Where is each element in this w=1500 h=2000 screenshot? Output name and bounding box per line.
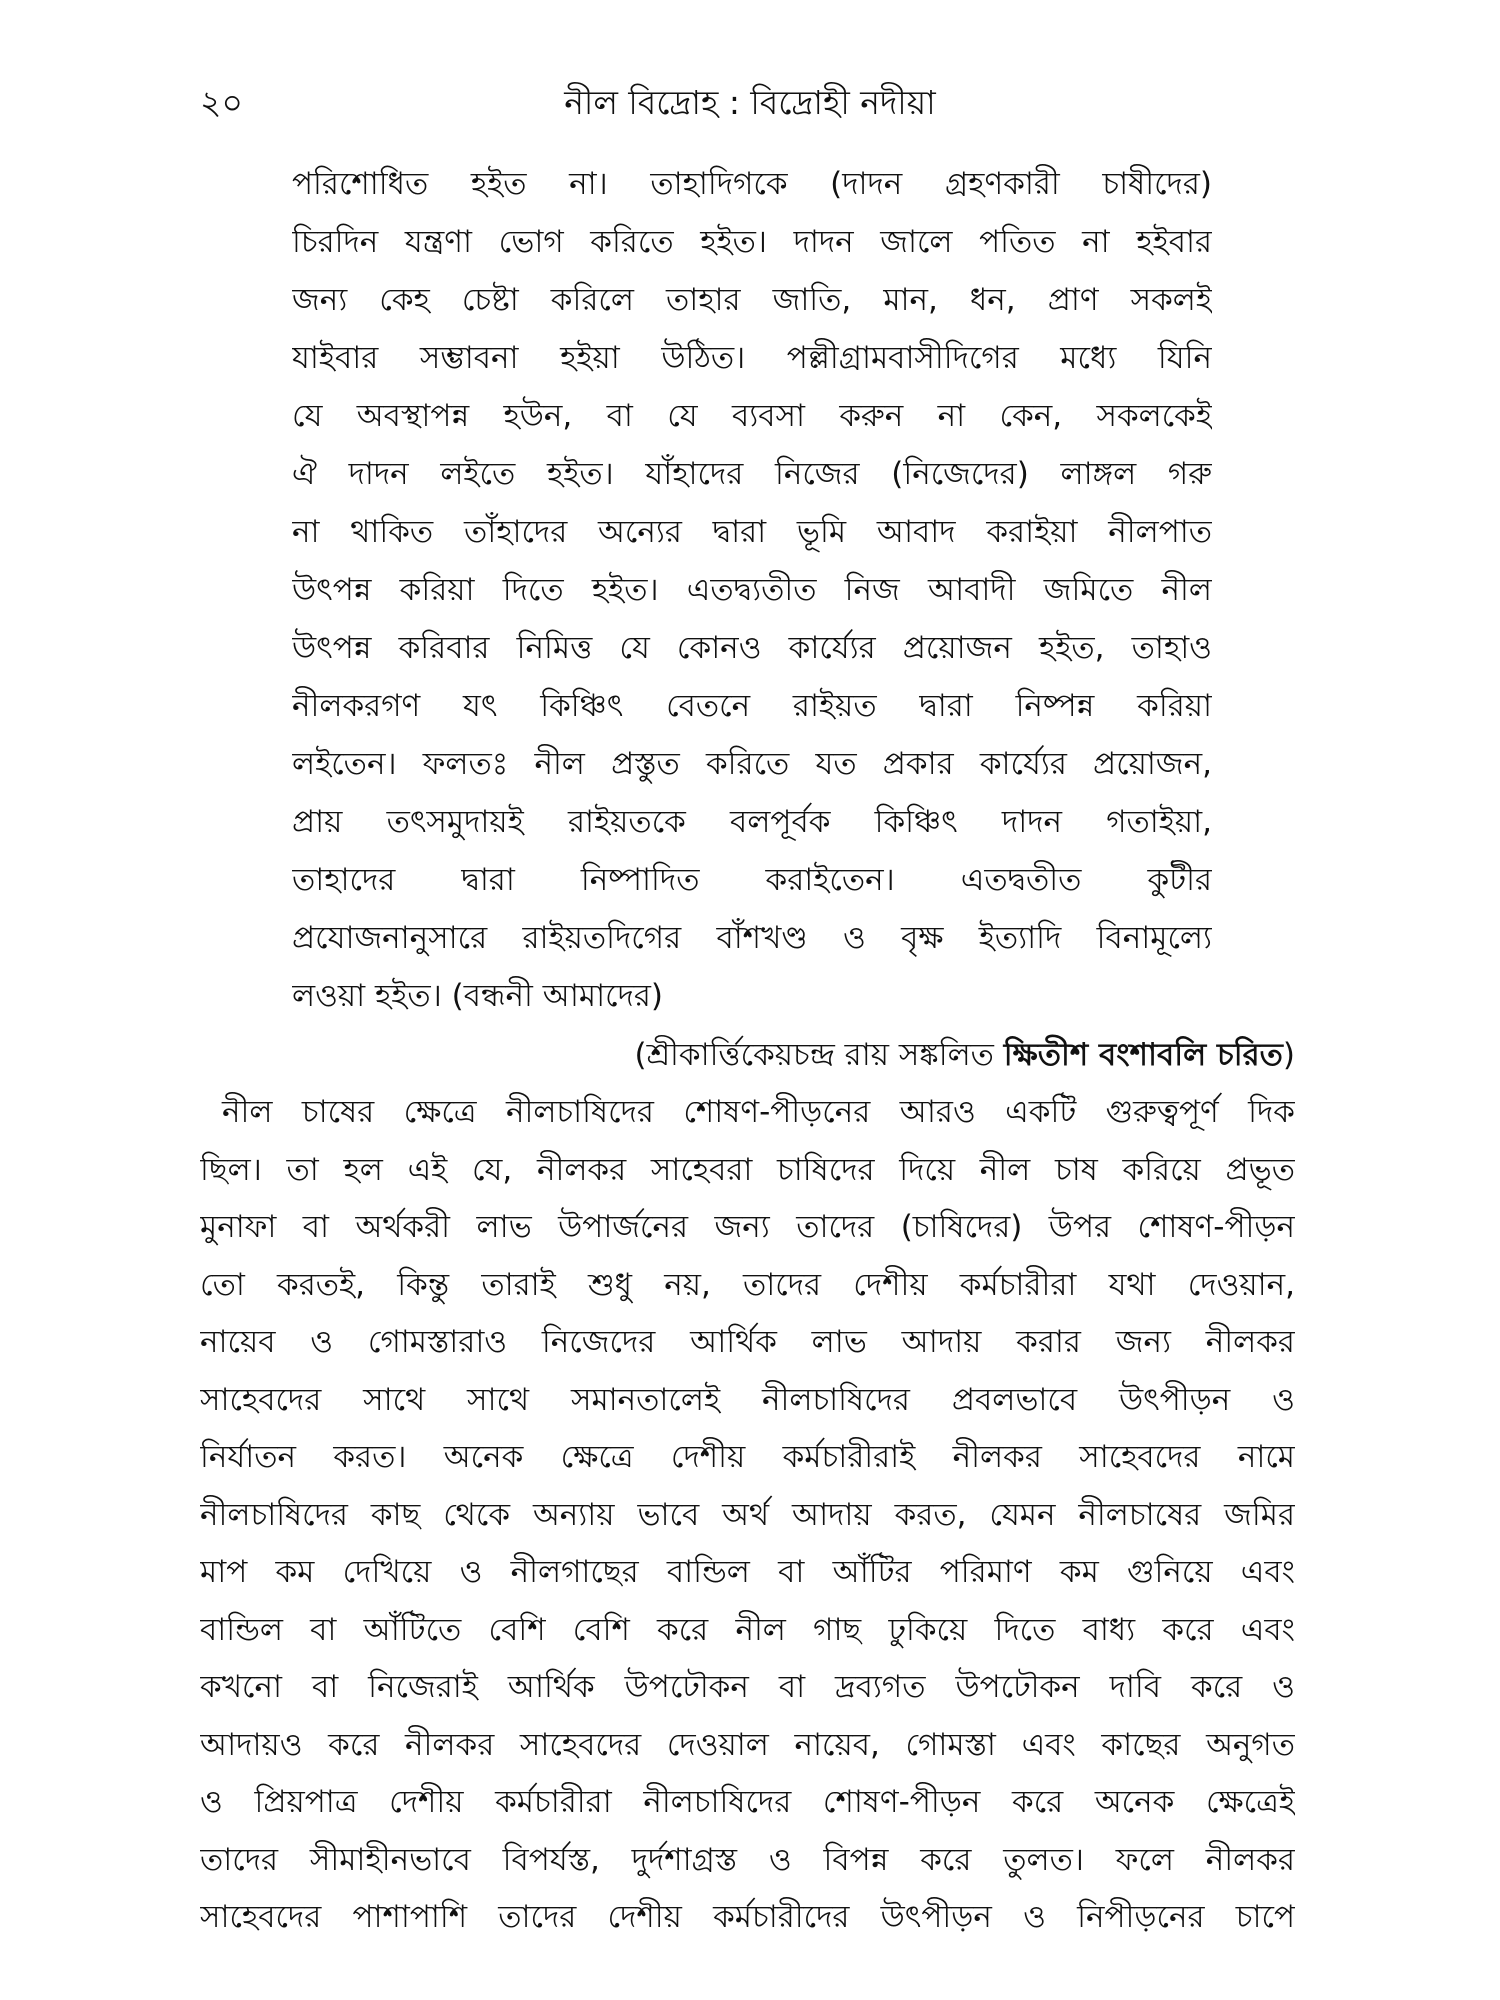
block-quote bbox=[292, 155, 1212, 1025]
paragraph-line: ও প্রিয়পাত্র দেশীয় কর্মচারীরা নীলচাষিদের শোষণ-পীড়ন করে অনেক ক্ষেত্রেই bbox=[200, 1784, 1295, 1820]
paragraph-line: নির্যাতন করত। অনেক ক্ষেত্রে দেশীয় কর্মচারীরাই নীলকর সাহেবদের নামে bbox=[200, 1439, 1295, 1475]
paragraph-line: কখনো বা নিজেরাই আর্থিক উপঢৌকন বা দ্রব্যগত উপঢৌকন দাবি করে ও bbox=[200, 1669, 1295, 1705]
quote-line: তাহাদের দ্বারা নিষ্পাদিত করাইতেন। এতদ্বতীত কুটীর bbox=[292, 862, 1212, 898]
quote-line: উৎপন্ন করিবার নিমিত্ত যে কোনও কার্য্যের প্রয়োজন হইত, তাহাও bbox=[292, 630, 1212, 666]
quote-line: ঐ দাদন লইতে হইত। যাঁহাদের নিজের (নিজেদের) লাঙ্গল গরু bbox=[292, 456, 1212, 492]
paragraph-line: নীল চাষের ক্ষেত্রে নীলচাষিদের শোষণ-পীড়নের আরও একটি গুরুত্বপূর্ণ দিক bbox=[222, 1094, 1295, 1130]
paragraph-line: নায়েব ও গোমস্তারাও নিজেদের আর্থিক লাভ আদায় করার জন্য নীলকর bbox=[200, 1324, 1295, 1360]
quote-line: পরিশোধিত হইত না। তাহাদিগকে (দাদন গ্রহণকারী চাষীদের) bbox=[292, 166, 1212, 202]
paragraph-line: মুনাফা বা অর্থকরী লাভ উপার্জনের জন্য তাদের (চাষিদের) উপর শোষণ-পীড়ন bbox=[200, 1209, 1295, 1245]
page-header bbox=[200, 78, 1300, 128]
quote-line: লইতেন। ফলতঃ নীল প্রস্তুত করিতে যত প্রকার কার্য্যের প্রয়োজন, bbox=[292, 746, 1212, 782]
paragraph-line: মাপ কম দেখিয়ে ও নীলগাছের বান্ডিল বা আঁটির পরিমাণ কম গুনিয়ে এবং bbox=[200, 1554, 1295, 1590]
paragraph-line: তো করতই, কিন্তু তারাই শুধু নয়, তাদের দেশীয় কর্মচারীরা যথা দেওয়ান, bbox=[200, 1266, 1295, 1303]
paragraph-line: তাদের সীমাহীনভাবে বিপর্যস্ত, দুর্দশাগ্রস্ত ও বিপন্ন করে তুলত। ফলে নীলকর bbox=[200, 1841, 1295, 1878]
paragraph-line: বান্ডিল বা আঁটিতে বেশি বেশি করে নীল গাছ ঢুকিয়ে দিতে বাধ্য করে এবং bbox=[200, 1611, 1295, 1648]
citation-prefix: (শ্রীকার্ত্তিকেয়চন্দ্র রায় সঙ্কলিত bbox=[634, 1037, 1004, 1073]
paragraph-line: নীলচাষিদের কাছ থেকে অন্যায় ভাবে অর্থ আদায় করত, যেমন নীলচাষের জমির bbox=[200, 1496, 1295, 1533]
quote-line: চিরদিন যন্ত্রণা ভোগ করিতে হইত। দাদন জালে পতিত না হইবার bbox=[292, 224, 1212, 260]
quote-line: লওয়া হইত। (বন্ধনী আমাদের) bbox=[292, 978, 664, 1014]
quote-line: প্রযোজনানুসারে রাইয়তদিগের বাঁশখণ্ড ও বৃক্ষ ইত্যাদি বিনামূল্যে bbox=[292, 920, 1212, 956]
quote-line: না থাকিত তাঁহাদের অন্যের দ্বারা ভূমি আবাদ করাইয়া নীলপাত bbox=[292, 514, 1212, 550]
citation-book-title: ক্ষিতীশ বংশাবলি চরিত bbox=[1003, 1037, 1283, 1073]
quote-line: যে অবস্থাপন্ন হউন, বা যে ব্যবসা করুন না কেন, সকলকেই bbox=[292, 398, 1212, 434]
quote-line: উৎপন্ন করিয়া দিতে হইত। এতদ্ব্যতীত নিজ আবাদী জমিতে নীল bbox=[292, 572, 1212, 608]
paragraph-line: সাহেবদের সাথে সাথে সমানতালেই নীলচাষিদের প্রবলভাবে উৎপীড়ন ও bbox=[200, 1381, 1295, 1418]
paragraph-line: ছিল। তা হল এই যে, নীলকর সাহেবরা চাষিদের দিয়ে নীল চাষ করিয়ে প্রভূত bbox=[200, 1151, 1295, 1188]
quote-line: জন্য কেহ চেষ্টা করিলে তাহার জাতি, মান, ধন, প্রাণ সকলই bbox=[292, 282, 1212, 318]
paragraph-line: সাহেবদের পাশাপাশি তাদের দেশীয় কর্মচারীদের উৎপীড়ন ও নিপীড়নের চাপে bbox=[200, 1899, 1295, 1935]
quote-line: প্রায় তৎসমুদায়ই রাইয়তকে বলপূর্বক কিঞ্চিৎ দাদন গতাইয়া, bbox=[292, 804, 1212, 840]
body-paragraph bbox=[200, 1084, 1295, 1947]
running-title: নীল বিদ্রোহ : বিদ্রোহী নদীয়া bbox=[564, 83, 936, 122]
quote-line: নীলকরগণ যৎ কিঞ্চিৎ বেতনে রাইয়ত দ্বারা নিষ্পন্ন করিয়া bbox=[292, 688, 1212, 724]
paragraph-line: আদায়ও করে নীলকর সাহেবদের দেওয়াল নায়েব, গোমস্তা এবং কাছের অনুগত bbox=[200, 1726, 1295, 1763]
page-number: ২০ bbox=[200, 83, 243, 122]
citation-suffix: ) bbox=[1282, 1037, 1295, 1073]
citation bbox=[200, 1026, 1295, 1084]
quote-line: যাইবার সম্ভাবনা হইয়া উঠিত। পল্লীগ্রামবাসীদিগের মধ্যে যিনি bbox=[292, 340, 1212, 376]
